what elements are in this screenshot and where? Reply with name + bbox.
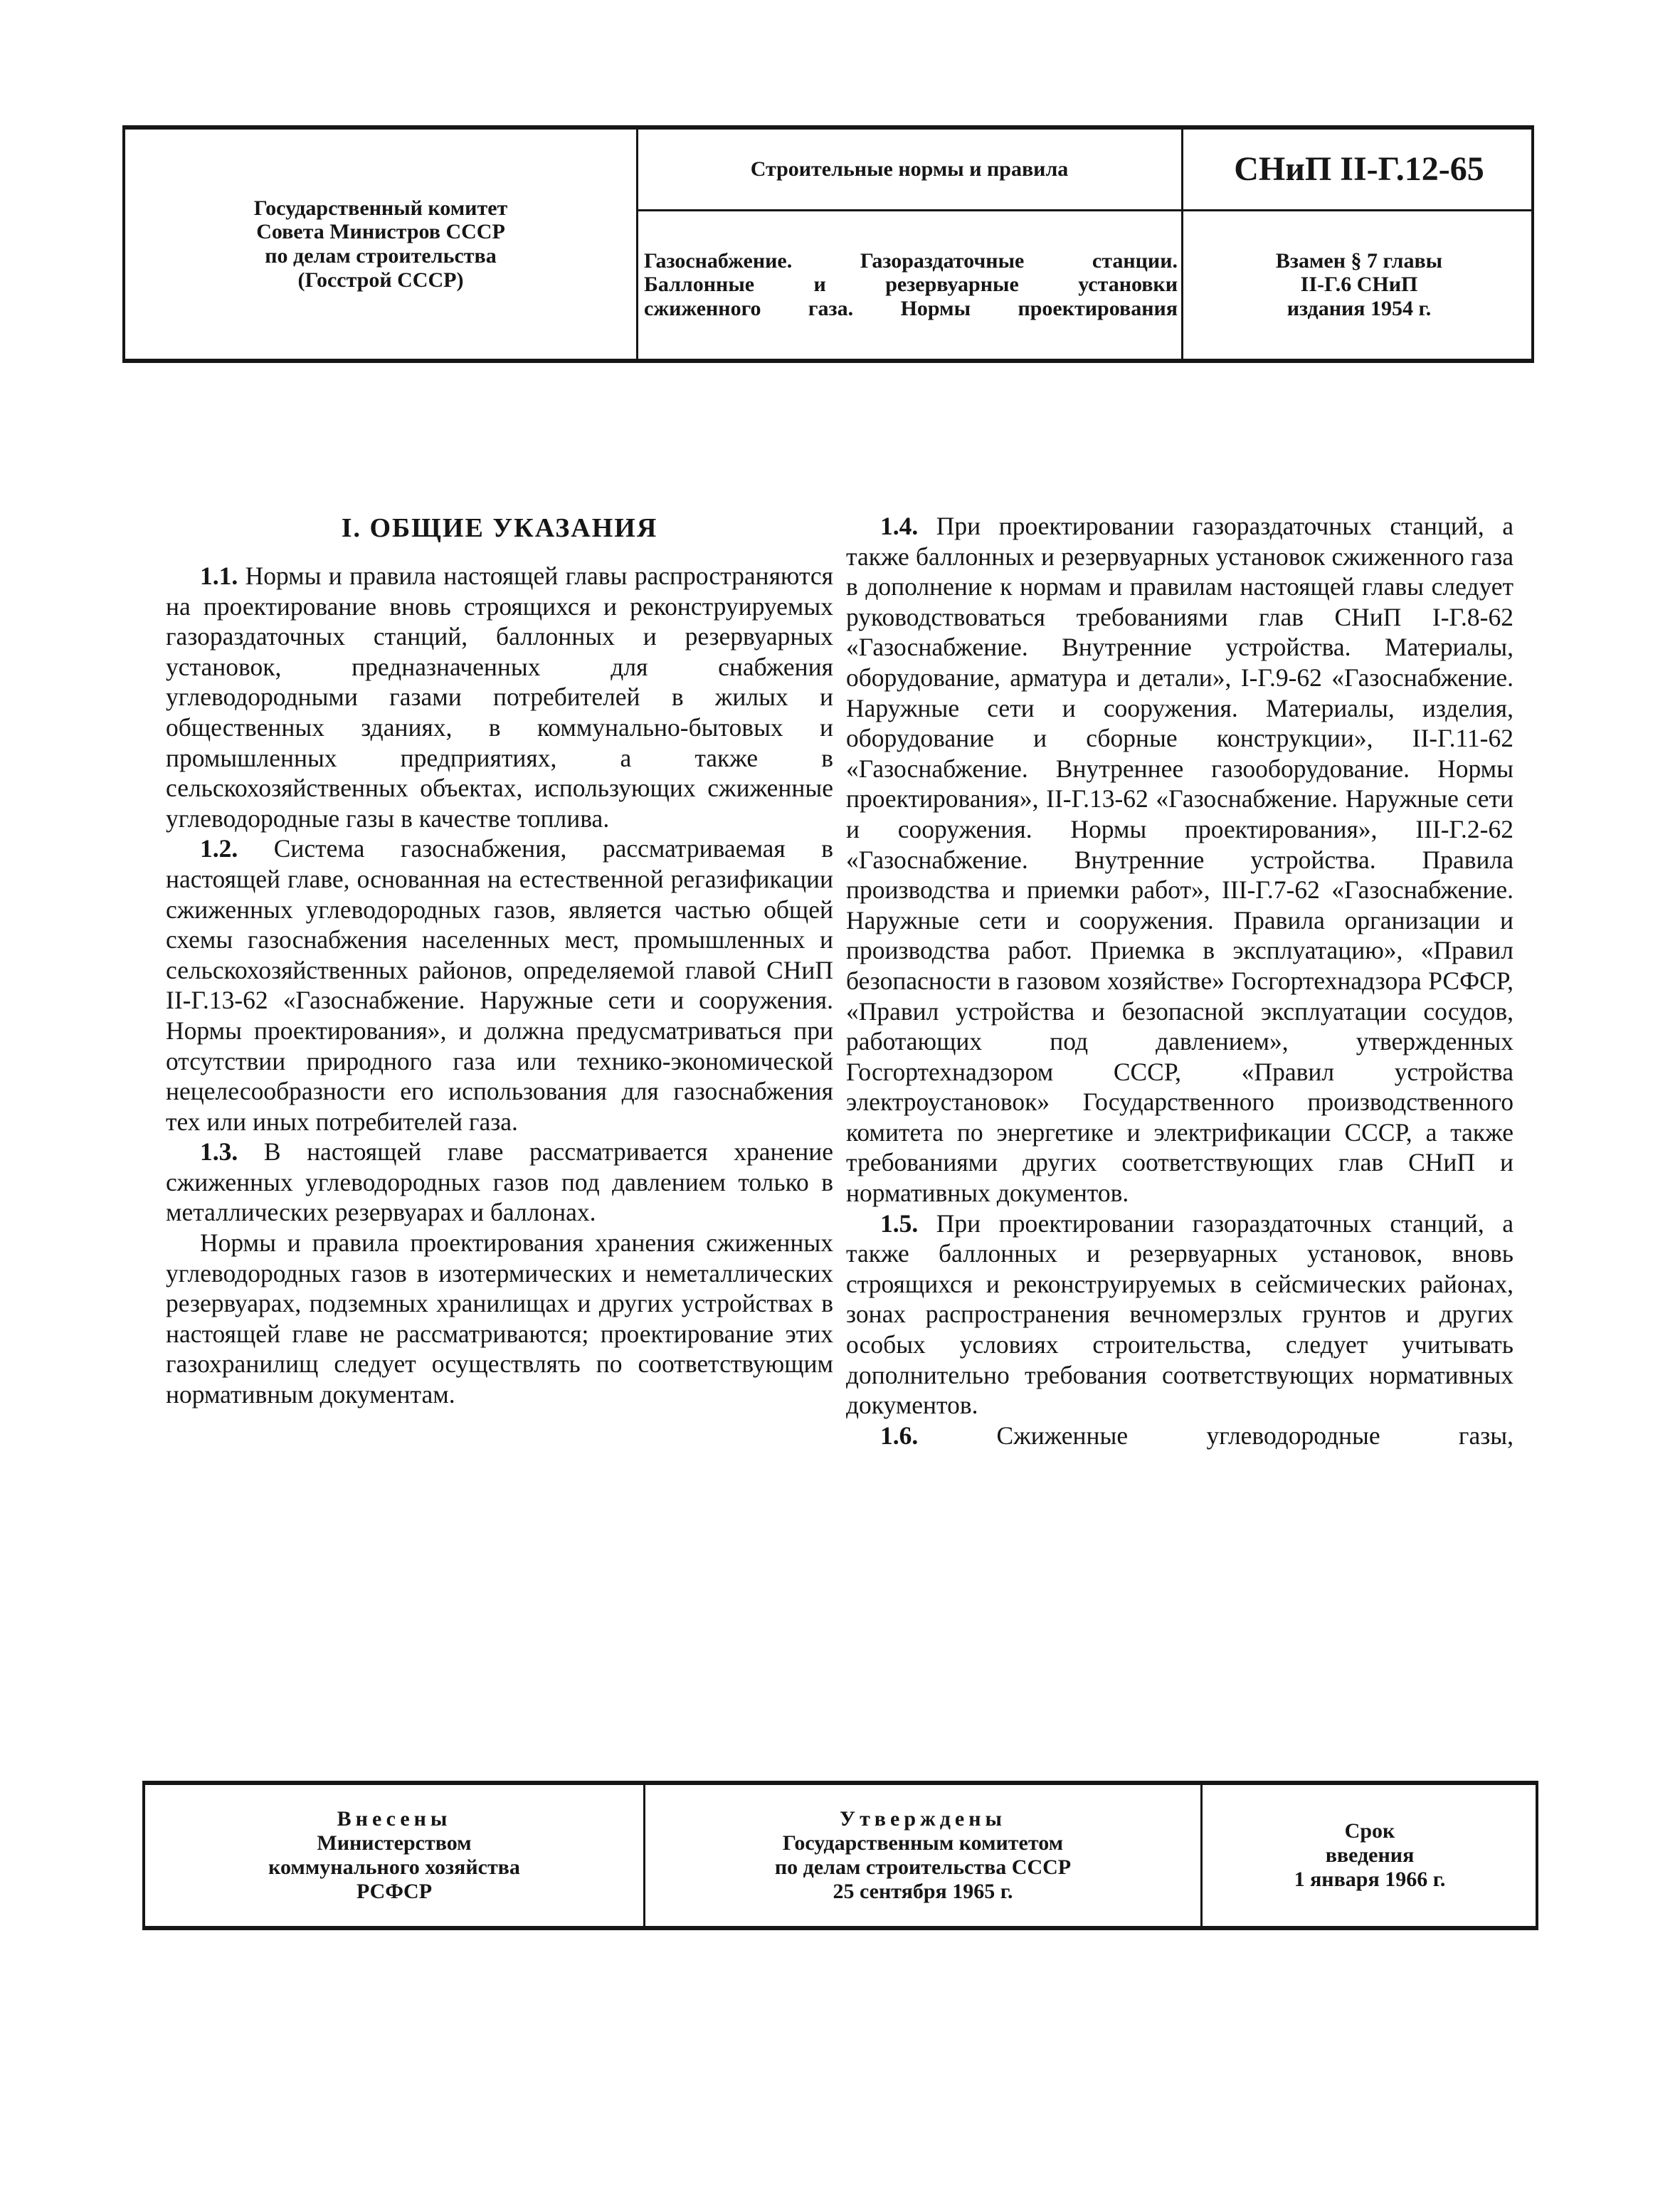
document-code: СНиП II-Г.12-65 xyxy=(1234,150,1484,189)
paragraph-1-5: 1.5. При проектировании газораздаточных станций, а также баллонных и резервуарных установок, вновь строящихся и реконструируемых в сейсмических районах, зонах распространения вечномерзлых грунтов и других особых условиях строительства, следует учитывать дополнительно требования соответствующих нормативных документов. xyxy=(846,1209,1513,1420)
document-subject: Газоснабжение. Газораздаточные станции. Баллонные и резервуарные установки сжиженного газа. Нормы проектирования xyxy=(644,248,1178,320)
paragraph-1-6: 1.6. Сжиженные углеводородные газы, xyxy=(880,1421,1513,1450)
paragraph-1-3-cont: Нормы и правила проектирования хранения сжиженных углеводородных газов в изотермических и неметаллических резервуарах, подземных хранилищах и других устройствах в настоящей главе не рассматриваются; проектирование этих газохранилищ следует осуществлять по соответствующим нормативным документам. xyxy=(166,1228,833,1409)
header-block xyxy=(122,125,1534,363)
text-column-right xyxy=(846,511,1513,1450)
introduced-by: Внесены Министерством коммунального хозяйства РСФСР xyxy=(268,1807,520,1903)
document-type: Строительные нормы и правила xyxy=(750,157,1069,181)
replaces-note: Взамен § 7 главы II-Г.6 СНиП издания 1954 г. xyxy=(1275,248,1443,320)
footer-block xyxy=(142,1781,1538,1930)
paragraph-1-3: 1.3. В настоящей главе рассматривается хранение сжиженных углеводородных газов под давлением только в металлических резервуарах и баллонах. xyxy=(166,1137,833,1227)
paragraph-1-4: 1.4. При проектировании газораздаточных станций, а также баллонных и резервуарных установок сжиженного газа в дополнение к нормам и правилам настоящей главы следует руководствоваться требованиями глав СНиП I-Г.8-62 «Газоснабжение. Внутренние устройства. Материалы, оборудование, арматура и детали», I-Г.9-62 «Газоснабжение. Наружные сети и сооружения. Материалы, изделия, оборудование и сборные конструкции», II-Г.11-62 «Газоснабжение. Внутреннее газооборудование. Нормы проектирования», II-Г.13-62 «Газоснабжение. Наружные сети и сооружения. Нормы проектирования», III-Г.2-62 «Газоснабжение. Внутренние устройства. Правила производства и приемки работ», III-Г.7-62 «Газоснабжение. Наружные сети и сооружения. Правила организации и производства работ. Приемка в эксплуатацию», «Правил безопасности в газовом хозяйстве» Госгортехнадзора РСФСР, «Правил устройства и безопасной эксплуатации сосудов, работающих под давлением», утвержденных Госгортехнадзором СССР, «Правил устройства электроустановок» Государственного производственного комитета по энергетике и электрификации СССР, а также требованиями других соответствующих глав СНиП и нормативных документов. xyxy=(846,512,1513,1208)
paragraph-1-1: 1.1. Нормы и правила настоящей главы распространяются на проектирование вновь строящихся и реконструируемых газораздаточных станций, баллонных и резервуарных установок, предназначенных для снабжения углеводородными газами потребителей в жилых и общественных зданиях, в коммунально-бытовых и промышленных предприятиях, а также в сельскохозяйственных объектах, использующих сжиженные углеводородные газы в качестве топлива. xyxy=(166,562,833,833)
paragraph-1-2: 1.2. Система газоснабжения, рассматриваемая в настоящей главе, основанная на естественной регазификации сжиженных углеводородных газов, является частью общей схемы газоснабжения населенных мест, промышленных и сельскохозяйственных районов, определяемой главой СНиП II-Г.13-62 «Газоснабжение. Наружные сети и сооружения. Нормы проектирования», и должна предусматриваться при отсутствии природного газа или технико-экономической нецелесообразности его использования для газоснабжения тех или иных потребителей газа. xyxy=(166,834,833,1136)
text-column-left xyxy=(166,511,833,1410)
effective-date: Срок введения 1 января 1966 г. xyxy=(1294,1819,1446,1891)
section-title: I. ОБЩИЕ УКАЗАНИЯ xyxy=(341,513,658,543)
approved-by: Утверждены Государственным комитетом по делам строительства СССР 25 сентября 1965 г. xyxy=(774,1807,1072,1903)
issuing-authority: Государственный комитет Совета Министров СССР по делам строительства (Госстрой СССР) xyxy=(253,196,508,292)
